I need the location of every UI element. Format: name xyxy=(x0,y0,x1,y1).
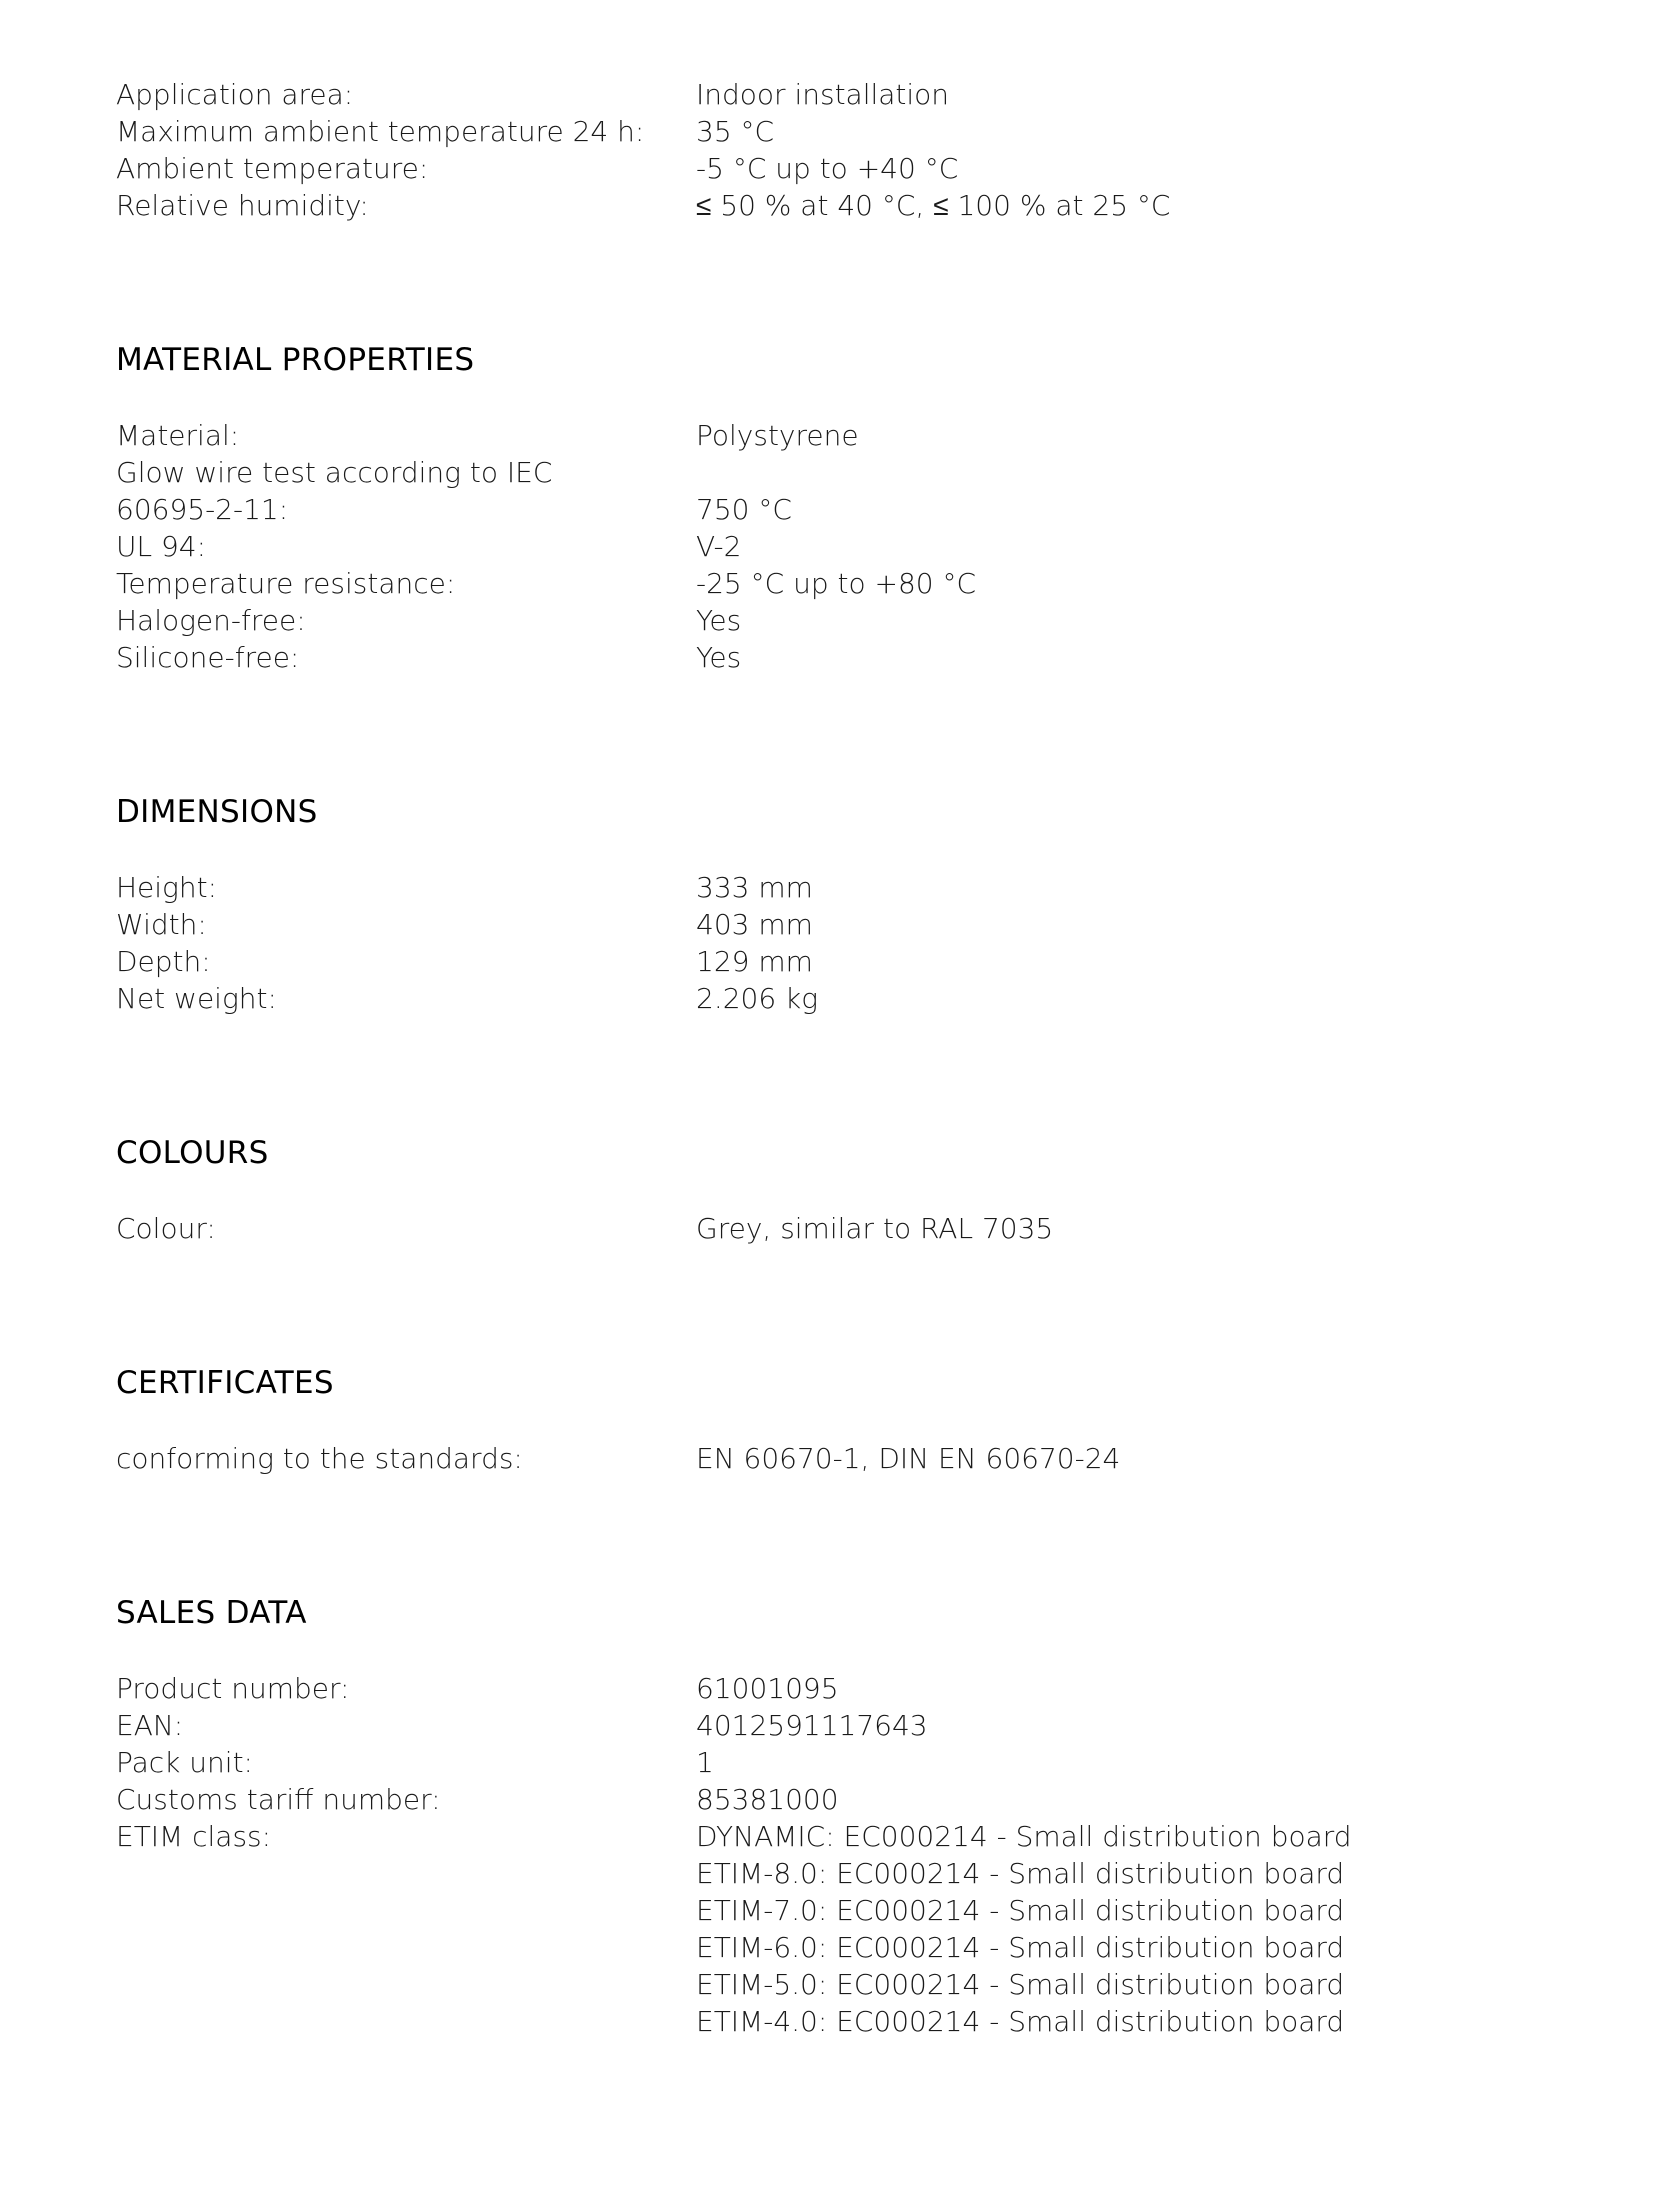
spec-value: Grey, similar to RAL 7035 xyxy=(696,1212,1054,1245)
spec-label: Width: xyxy=(116,908,207,941)
spec-label: Maximum ambient temperature 24 h: xyxy=(116,115,645,148)
spec-value: Polystyrene xyxy=(696,419,859,452)
spec-value: 61001095 xyxy=(696,1672,839,1705)
etim-class-line xyxy=(116,1855,1596,1892)
spec-value: 1 xyxy=(696,1746,714,1779)
spec-row-standards xyxy=(116,1440,1596,1477)
spec-label: UL 94: xyxy=(116,530,207,563)
spec-value: 35 °C xyxy=(696,115,775,148)
spec-value: ETIM-4.0: EC000214 - Small distribution board xyxy=(696,2005,1345,2038)
spec-value: ETIM-5.0: EC000214 - Small distribution board xyxy=(696,1968,1345,2001)
spec-row-product-number xyxy=(116,1670,1596,1707)
spec-label: Halogen-free: xyxy=(116,604,306,637)
etim-class-line xyxy=(116,1966,1596,2003)
spec-row-glow-wire-test xyxy=(116,454,1596,491)
spec-label: Customs tariff number: xyxy=(116,1783,441,1816)
spec-row-pack-unit xyxy=(116,1744,1596,1781)
spec-value: ETIM-6.0: EC000214 - Small distribution board xyxy=(696,1931,1345,1964)
spec-value: ETIM-8.0: EC000214 - Small distribution board xyxy=(696,1857,1345,1890)
spec-row-colour xyxy=(116,1210,1596,1247)
spec-row-silicone-free xyxy=(116,639,1596,676)
spec-label: Ambient temperature: xyxy=(116,152,429,185)
dimensions-section xyxy=(116,792,1596,1017)
spec-row-max-ambient-temperature xyxy=(116,113,1596,150)
spec-value: V-2 xyxy=(696,530,742,563)
environment-section xyxy=(116,76,1596,224)
spec-value: Indoor installation xyxy=(696,78,950,111)
spec-label: Temperature resistance: xyxy=(116,567,456,600)
spec-label: conforming to the standards: xyxy=(116,1442,523,1475)
spec-label: Product number: xyxy=(116,1672,350,1705)
spec-row-customs-tariff-number xyxy=(116,1781,1596,1818)
datasheet-page xyxy=(116,76,1596,2040)
spec-row-depth xyxy=(116,943,1596,980)
spec-value: 85381000 xyxy=(696,1783,839,1816)
certificates-section xyxy=(116,1363,1596,1477)
spec-value: 4012591117643 xyxy=(696,1709,928,1742)
spec-row-ul94 xyxy=(116,528,1596,565)
spec-value: -5 °C up to +40 °C xyxy=(696,152,959,185)
etim-class-line xyxy=(116,2003,1596,2040)
spec-label: Net weight: xyxy=(116,982,277,1015)
spec-row-net-weight xyxy=(116,980,1596,1017)
spec-label: Depth: xyxy=(116,945,211,978)
sales-section xyxy=(116,1593,1596,2040)
spec-row-relative-humidity xyxy=(116,187,1596,224)
spec-value: 403 mm xyxy=(696,908,813,941)
spec-row-width xyxy=(116,906,1596,943)
section-heading: CERTIFICATES xyxy=(116,1365,334,1401)
spec-label: Glow wire test according to IEC xyxy=(116,456,553,489)
spec-value: Yes xyxy=(696,604,742,637)
spec-value: DYNAMIC: EC000214 - Small distribution board xyxy=(696,1820,1352,1853)
etim-class-line xyxy=(116,1892,1596,1929)
spec-row-material xyxy=(116,417,1596,454)
spec-label: 60695-2-11: xyxy=(116,493,289,526)
spec-value: 129 mm xyxy=(696,945,813,978)
spec-value: -25 °C up to +80 °C xyxy=(696,567,977,600)
spec-row-temperature-resistance xyxy=(116,565,1596,602)
spec-row-ambient-temperature xyxy=(116,150,1596,187)
colours-section xyxy=(116,1133,1596,1247)
spec-label: Colour: xyxy=(116,1212,216,1245)
spec-value: EN 60670-1, DIN EN 60670-24 xyxy=(696,1442,1121,1475)
section-heading: SALES DATA xyxy=(116,1595,307,1631)
etim-class-line xyxy=(116,1929,1596,1966)
section-heading: DIMENSIONS xyxy=(116,794,318,830)
spec-value: ≤ 50 % at 40 °C, ≤ 100 % at 25 °C xyxy=(696,189,1171,222)
spec-label: Silicone-free: xyxy=(116,641,300,674)
spec-label: EAN: xyxy=(116,1709,184,1742)
spec-label: Height: xyxy=(116,871,218,904)
spec-row-application-area xyxy=(116,76,1596,113)
spec-label: Pack unit: xyxy=(116,1746,253,1779)
section-heading: COLOURS xyxy=(116,1135,269,1171)
section-heading: MATERIAL PROPERTIES xyxy=(116,342,475,378)
spec-row-etim-class xyxy=(116,1818,1596,1855)
spec-row-halogen-free xyxy=(116,602,1596,639)
spec-label: ETIM class: xyxy=(116,1820,272,1853)
spec-value: 750 °C xyxy=(696,493,792,526)
spec-value: 333 mm xyxy=(696,871,813,904)
material-section xyxy=(116,340,1596,676)
spec-value: 2.206 kg xyxy=(696,982,819,1015)
spec-label: Relative humidity: xyxy=(116,189,369,222)
spec-value: Yes xyxy=(696,641,742,674)
spec-row-glow-wire-standard xyxy=(116,491,1596,528)
spec-label: Material: xyxy=(116,419,240,452)
spec-label: Application area: xyxy=(116,78,354,111)
spec-row-ean xyxy=(116,1707,1596,1744)
spec-value: ETIM-7.0: EC000214 - Small distribution board xyxy=(696,1894,1345,1927)
spec-row-height xyxy=(116,869,1596,906)
